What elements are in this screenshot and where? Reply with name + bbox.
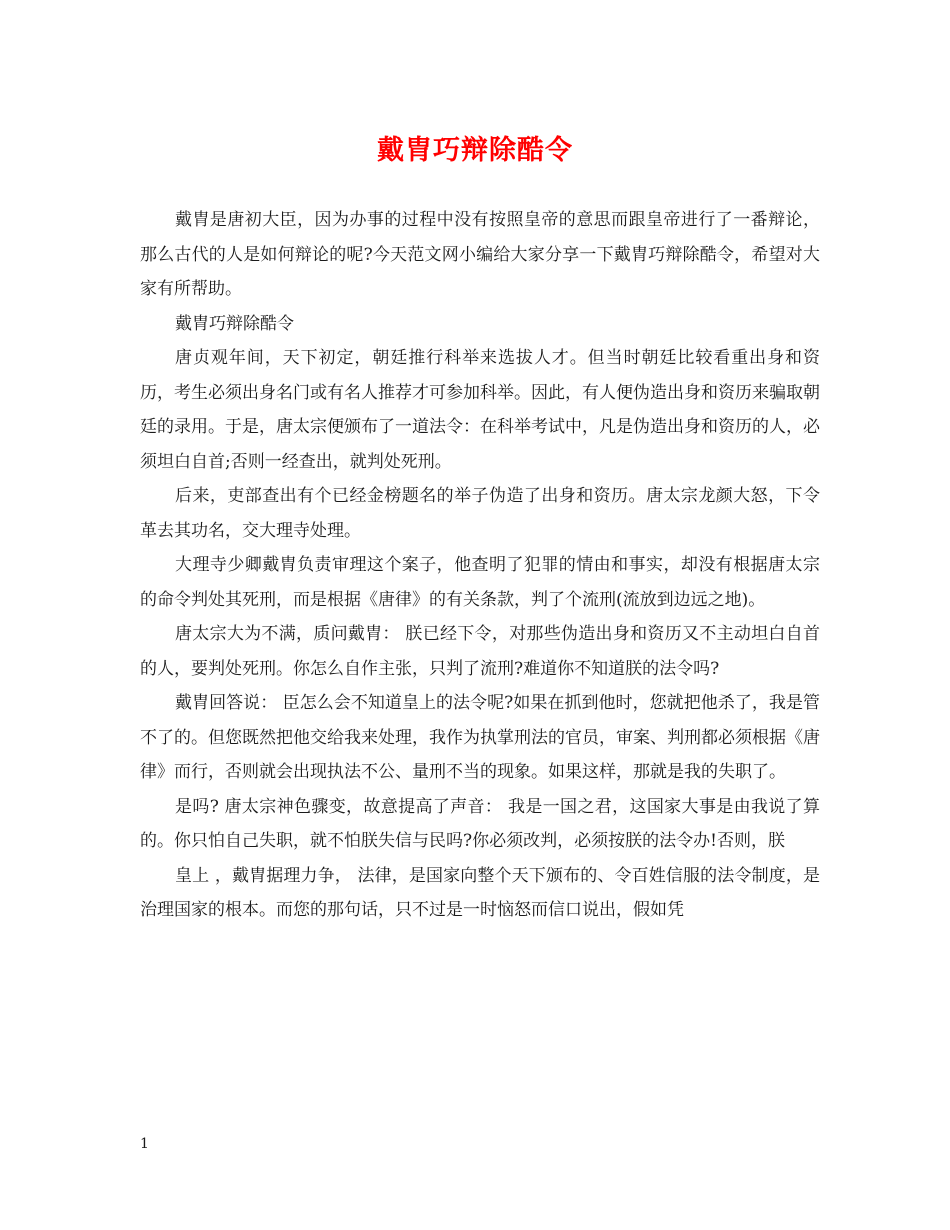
- paragraph-intro: 戴胄是唐初大臣，因为办事的过程中没有按照皇帝的意思而跟皇帝进行了一番辩论，那么古代的人是如何辩论的呢?今天范文网小编给大家分享一下戴胄巧辩除酷令，希望对大家有所帮助。: [140, 210, 820, 299]
- paragraph: 皇上 ，戴胄据理力争， 法律，是国家向整个天下颁布的、令百姓信服的法令制度，是治理国家的根本。而您的那句话，只不过是一时恼怒而信口说出，假如凭: [140, 865, 820, 920]
- page-number: 1: [140, 1136, 149, 1152]
- paragraph: 唐贞观年间，天下初定，朝廷推行科举来选拔人才。但当时朝廷比较看重出身和资历，考生必须出身名门或有名人推荐才可参加科举。因此，有人便伪造出身和资历来骗取朝廷的录用。于是，唐太宗便颁布了一道法令：在科举考试中，凡是伪造出身和资历的人，必须坦白自首;否则一经查出，就判处死刑。: [140, 348, 820, 472]
- paragraph: 后来，吏部查出有个已经金榜题名的举子伪造了出身和资历。唐太宗龙颜大怒，下令革去其功名，交大理寺处理。: [140, 486, 820, 541]
- paragraph: 是吗? 唐太宗神色骤变，故意提高了声音： 我是一国之君，这国家大事是由我说了算的。你只怕自己失职，就不怕朕失信与民吗?你必须改判，必须按朕的法令办!否则，朕: [140, 796, 820, 851]
- document-body: [140, 203, 820, 928]
- paragraph: 唐太宗大为不满，质问戴胄： 朕已经下令，对那些伪造出身和资历又不主动坦白自首的人，要判处死刑。你怎么自作主张，只判了流刑?难道你不知道朕的法令吗?: [140, 624, 820, 679]
- paragraph: 大理寺少卿戴胄负责审理这个案子，他查明了犯罪的情由和事实，却没有根据唐太宗的命令判处其死刑，而是根据《唐律》的有关条款，判了个流刑(流放到边远之地)。: [140, 555, 820, 610]
- paragraph: 戴胄回答说： 臣怎么会不知道皇上的法令呢?如果在抓到他时，您就把他杀了，我是管不了的。但您既然把他交给我来处理，我作为执掌刑法的官员，审案、判刑都必须根据《唐律》而行，否则就会出现执法不公、量刑不当的现象。如果这样，那就是我的失职了。: [140, 693, 820, 782]
- document-title: 戴胄巧辩除酷令: [377, 135, 573, 166]
- paragraph-subtitle: 戴胄巧辩除酷令: [175, 313, 294, 334]
